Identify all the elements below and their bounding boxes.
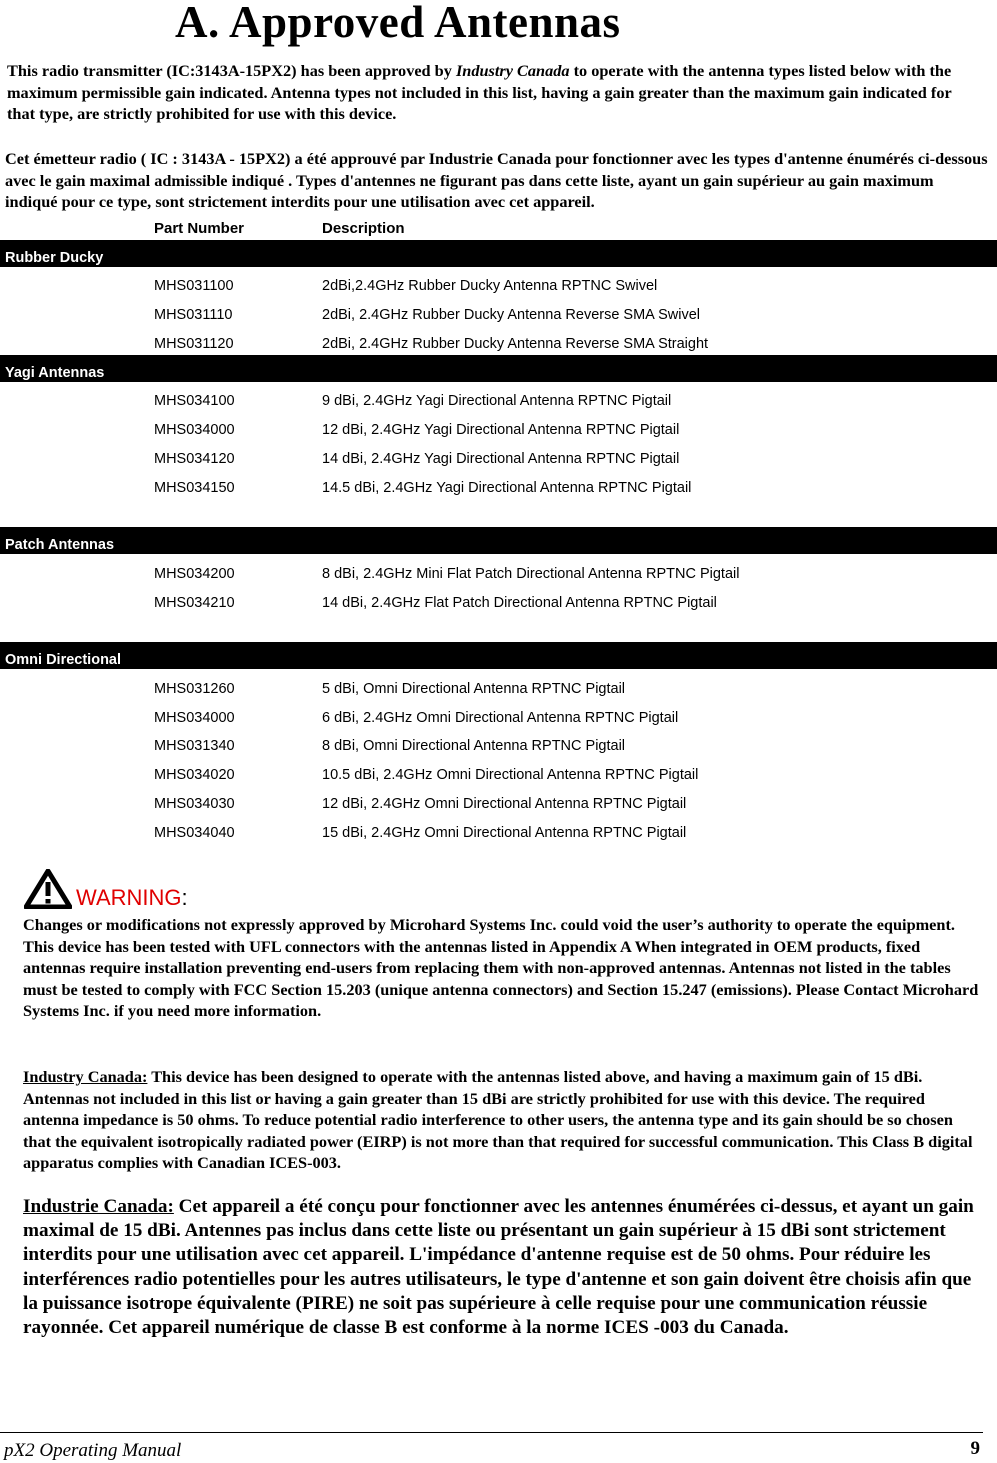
description: 9 dBi, 2.4GHz Yagi Directional Antenna RPTNC Pigtail — [322, 393, 672, 409]
page-number: 9 — [970, 1438, 980, 1459]
section-label: Omni Directional — [5, 652, 122, 668]
page-title: A. Approved Antennas — [175, 0, 621, 47]
description: 12 dBi, 2.4GHz Omni Directional Antenna RPTNC Pigtail — [322, 796, 687, 812]
intro-en-text-2: to operate with the antenna types listed below with the maximum permissible gain indicated. Antenna types not included in this list, having a gain greater than the maximum gain indicated for that type, are strictly prohibited for use with this device. — [7, 61, 952, 123]
table-row — [0, 566, 997, 586]
table-row — [0, 480, 997, 500]
warning-text: Changes or modifications not expressly approved by Microhard Systems Inc. could void the user’s authority to operate the equipment. This device has been tested with UFL connectors with the antennas listed in Appendix A When integrated in OEM products, fixed antennas require installation preventing end-users from replacing them with non-approved antennas. Antennas not listed in the tables must be tested to comply with FCC Section 15.203 (unique antenna connectors) and Section 15.247 (emissions). Please Contact Microhard Systems Inc. if you need more information. — [23, 915, 979, 1020]
description: 12 dBi, 2.4GHz Yagi Directional Antenna RPTNC Pigtail — [322, 422, 680, 438]
table-row — [0, 681, 997, 701]
industry-canada-english — [23, 1066, 983, 1174]
part-number: MHS034120 — [154, 451, 235, 467]
section-label: Patch Antennas — [5, 537, 115, 553]
table-row — [0, 336, 997, 356]
warning-colon: : — [181, 885, 188, 910]
intro-en-text-1: This radio transmitter (IC:3143A-15PX2) has been approved by — [7, 61, 456, 80]
description: 10.5 dBi, 2.4GHz Omni Directional Antenna RPTNC Pigtail — [322, 767, 699, 783]
part-number: MHS034150 — [154, 480, 235, 496]
description: 6 dBi, 2.4GHz Omni Directional Antenna RPTNC Pigtail — [322, 710, 679, 726]
description: 14 dBi, 2.4GHz Yagi Directional Antenna RPTNC Pigtail — [322, 451, 680, 467]
description: 2dBi,2.4GHz Rubber Ducky Antenna RPTNC Swivel — [322, 278, 658, 294]
table-row — [0, 825, 997, 845]
footer-divider — [0, 1432, 983, 1433]
description: 2dBi, 2.4GHz Rubber Ducky Antenna Reverse SMA Straight — [322, 336, 709, 352]
description: 8 dBi, Omni Directional Antenna RPTNC Pigtail — [322, 738, 626, 754]
intro-paragraph-french: Cet émetteur radio ( IC : 3143A - 15PX2) a été approuvé par Industrie Canada pour fonctionner avec les types d'antenne énumérés ci-dessous avec le gain maximal admissible indiqué . Types d'antennes ne figurant pas dans cette liste, ayant un gain supérieur au gain maximum indiqué pour ce type, sont strictement interdits pour une utilisation avec cet appareil. — [5, 149, 988, 211]
part-number: MHS034030 — [154, 796, 235, 812]
warning-label — [76, 885, 188, 911]
section-header-yagi-antennas — [0, 355, 997, 382]
part-number: MHS031260 — [154, 681, 235, 697]
part-number: MHS034000 — [154, 422, 235, 438]
table-row — [0, 451, 997, 471]
section-header-rubber-ducky — [0, 240, 997, 267]
table-row — [0, 278, 997, 298]
section-label: Rubber Ducky — [5, 250, 104, 266]
part-number: MHS034020 — [154, 767, 235, 783]
table-row — [0, 307, 997, 327]
part-number: MHS034210 — [154, 595, 235, 611]
part-number: MHS034200 — [154, 566, 235, 582]
description: 8 dBi, 2.4GHz Mini Flat Patch Directional Antenna RPTNC Pigtail — [322, 566, 740, 582]
table-row — [0, 710, 997, 730]
intro-paragraph-english — [7, 60, 982, 125]
description: 15 dBi, 2.4GHz Omni Directional Antenna RPTNC Pigtail — [322, 825, 687, 841]
table-row — [0, 738, 997, 758]
industrie-canada-text: Cet appareil a été conçu pour fonctionner avec les antennes énumérées ci-dessus, et ayant un gain maximal de 15 dBi. Antennes pas inclus dans cette liste ou présentant un gain supérieur à 15 dBi sont strictement interdits pour une utilisation avec cet appareil. L'impédance d'antenne requise est de 50 ohms. Pour réduire les interférences radio potentielles pour les autres utilisateurs, le type d'antenne et son gain doivent être choisis afin que la puissance isotrope équivalente (PIRE) ne soit pas supérieure à celle requise pour une communication réussie rayonnée. Cet appareil numérique de classe B est conforme à la norme ICES -003 du Canada. — [23, 1196, 974, 1339]
section-header-patch-antennas — [0, 527, 997, 554]
intro-en-italic: Industry Canada — [455, 61, 570, 80]
warning-triangle-icon — [24, 869, 72, 909]
description: 14.5 dBi, 2.4GHz Yagi Directional Antenna RPTNC Pigtail — [322, 480, 692, 496]
description: 14 dBi, 2.4GHz Flat Patch Directional Antenna RPTNC Pigtail — [322, 595, 717, 611]
industry-canada-heading: Industry Canada: — [23, 1067, 148, 1086]
warning-label-text: WARNING — [76, 885, 182, 910]
description: 2dBi, 2.4GHz Rubber Ducky Antenna Reverse SMA Swivel — [322, 307, 700, 323]
table-row — [0, 767, 997, 787]
industrie-canada-heading: Industrie Canada: — [23, 1196, 174, 1217]
part-number: MHS031340 — [154, 738, 235, 754]
industrie-canada-french — [23, 1195, 983, 1340]
table-row — [0, 393, 997, 413]
section-label: Yagi Antennas — [5, 365, 105, 381]
section-header-omni-directional — [0, 642, 997, 669]
description: 5 dBi, Omni Directional Antenna RPTNC Pigtail — [322, 681, 626, 697]
industry-canada-text: This device has been designed to operate with the antennas listed above, and having a maximum gain of 15 dBi. Antennas not included in this list or having a gain greater than 15 dBi are strictly prohibited for use with this device. The required antenna impedance is 50 ohms. To reduce potential radio interference to other users, the antenna type and its gain should be so chosen that the equivalent isotropically radiated power (EIRP) is not more than that required for successful communication. This Class B digital apparatus complies with Canadian ICES-003. — [23, 1067, 973, 1172]
part-number: MHS034040 — [154, 825, 235, 841]
table-row — [0, 595, 997, 615]
part-number: MHS031100 — [154, 278, 234, 294]
table-row — [0, 422, 997, 442]
part-number: MHS034000 — [154, 710, 235, 726]
column-header-description: Description — [322, 220, 405, 237]
part-number: MHS031110 — [154, 307, 233, 323]
table-row — [0, 796, 997, 816]
footer-manual-title: pX2 Operating Manual — [4, 1440, 182, 1461]
part-number: MHS031120 — [154, 336, 234, 352]
column-header-part-number: Part Number — [154, 220, 245, 237]
part-number: MHS034100 — [154, 393, 235, 409]
